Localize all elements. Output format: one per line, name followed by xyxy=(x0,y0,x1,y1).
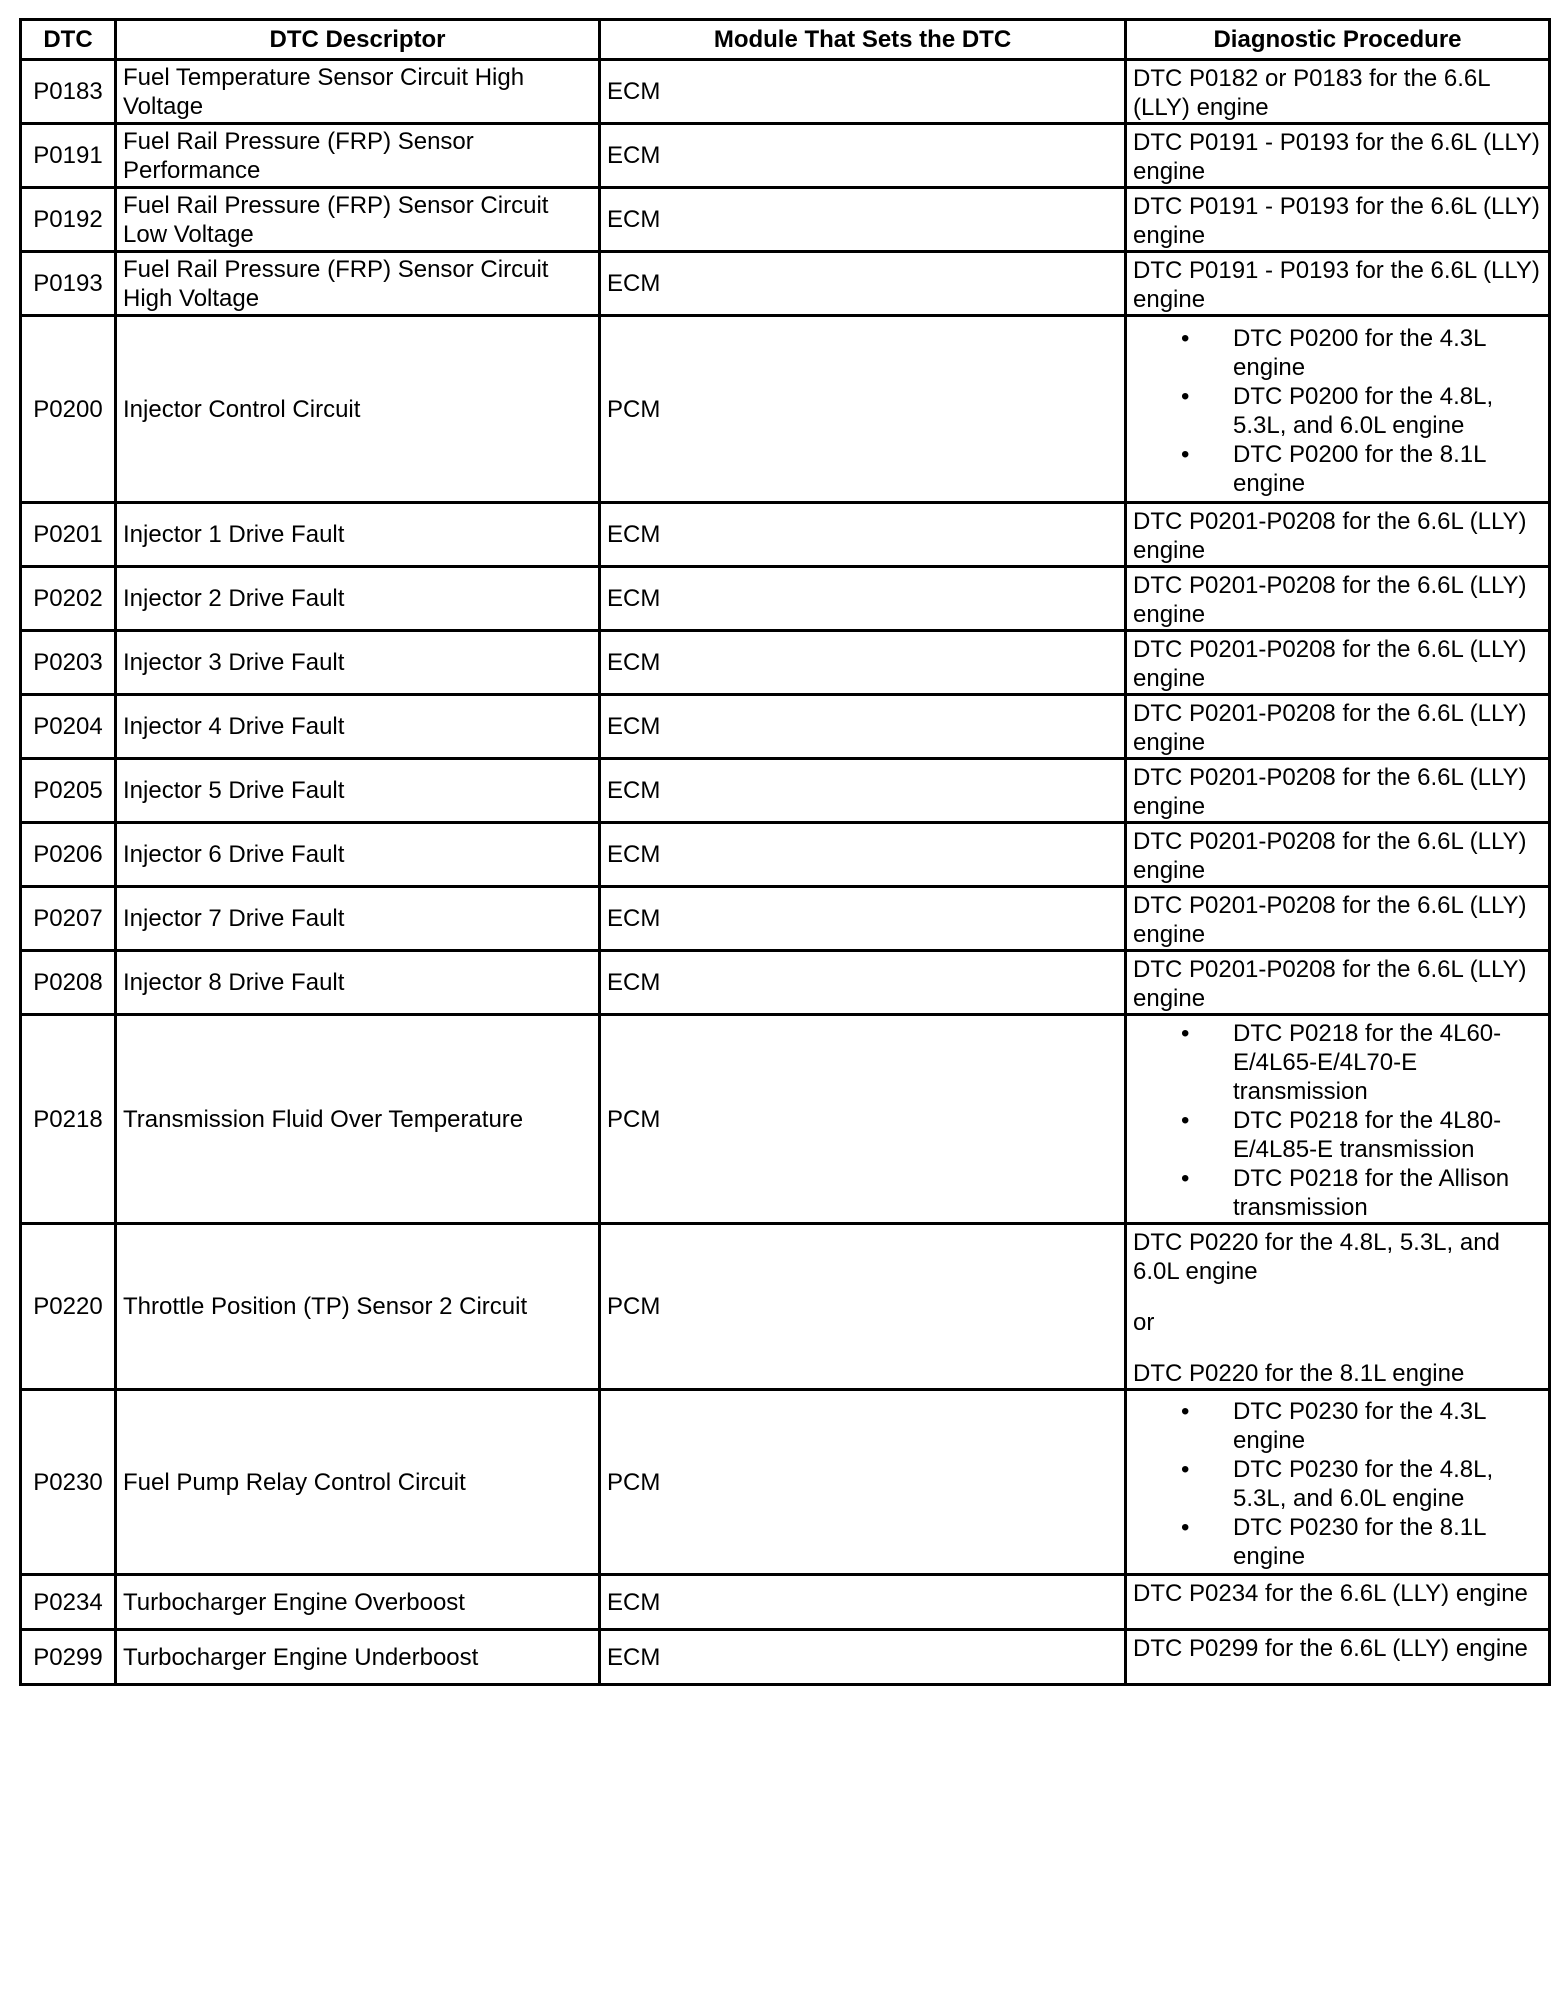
dtc-code: P0208 xyxy=(21,951,116,1015)
dtc-descriptor: Injector 1 Drive Fault xyxy=(116,503,600,567)
procedure-list-item xyxy=(1181,1455,1542,1513)
procedure-list-text: DTC P0218 for the 4L60-E/4L65-E/4L70-E transmission xyxy=(1233,1020,1502,1105)
diagnostic-procedure xyxy=(1126,503,1550,567)
dtc-descriptor: Injector 2 Drive Fault xyxy=(116,567,600,631)
procedure-text: DTC P0299 for the 6.6L (LLY) engine xyxy=(1133,1635,1528,1662)
procedure-alternative: DTC P0220 for the 8.1L engine xyxy=(1133,1360,1465,1387)
diagnostic-procedure xyxy=(1126,252,1550,316)
diagnostic-procedure xyxy=(1126,1575,1550,1630)
module-name: ECM xyxy=(600,60,1126,124)
dtc-descriptor: Fuel Pump Relay Control Circuit xyxy=(116,1390,600,1575)
procedure-text: DTC P0201-P0208 for the 6.6L (LLY) engine xyxy=(1133,636,1527,692)
module-name: ECM xyxy=(600,951,1126,1015)
header-row xyxy=(21,20,1550,60)
module-name: ECM xyxy=(600,124,1126,188)
procedure-alternatives xyxy=(1133,1228,1542,1388)
table-row xyxy=(21,631,1550,695)
procedure-list-item xyxy=(1181,440,1542,498)
dtc-code: P0192 xyxy=(21,188,116,252)
dtc-code: P0193 xyxy=(21,252,116,316)
bullet-icon: • xyxy=(1181,1165,1190,1192)
dtc-descriptor: Turbocharger Engine Underboost xyxy=(116,1630,600,1685)
table-row xyxy=(21,1015,1550,1224)
bullet-icon: • xyxy=(1181,1107,1190,1134)
dtc-descriptor: Injector 5 Drive Fault xyxy=(116,759,600,823)
table-row xyxy=(21,188,1550,252)
table-row xyxy=(21,1630,1550,1685)
dtc-code: P0183 xyxy=(21,60,116,124)
procedure-list-item xyxy=(1181,1164,1542,1222)
dtc-code: P0234 xyxy=(21,1575,116,1630)
bullet-icon: • xyxy=(1181,1513,1190,1541)
diagnostic-procedure xyxy=(1126,951,1550,1015)
dtc-code: P0220 xyxy=(21,1224,116,1390)
table-row xyxy=(21,695,1550,759)
dtc-code: P0203 xyxy=(21,631,116,695)
header-module: Module That Sets the DTC xyxy=(600,20,1126,60)
bullet-icon: • xyxy=(1181,1397,1190,1425)
diagnostic-procedure xyxy=(1126,887,1550,951)
table-row xyxy=(21,1224,1550,1390)
table-row xyxy=(21,1575,1550,1630)
module-name: ECM xyxy=(600,887,1126,951)
procedure-list-text: DTC P0200 for the 4.8L, 5.3L, and 6.0L engine xyxy=(1233,382,1494,439)
header-procedure: Diagnostic Procedure xyxy=(1126,20,1550,60)
dtc-code: P0200 xyxy=(21,316,116,503)
procedure-text: DTC P0234 for the 6.6L (LLY) engine xyxy=(1133,1580,1528,1607)
module-name: ECM xyxy=(600,188,1126,252)
module-name: ECM xyxy=(600,823,1126,887)
dtc-descriptor: Injector 4 Drive Fault xyxy=(116,695,600,759)
diagnostic-procedure xyxy=(1126,60,1550,124)
procedure-list xyxy=(1133,1019,1542,1222)
bullet-icon: • xyxy=(1181,1020,1190,1047)
diagnostic-procedure xyxy=(1126,823,1550,887)
diagnostic-procedure xyxy=(1126,316,1550,503)
procedure-text: DTC P0201-P0208 for the 6.6L (LLY) engine xyxy=(1133,892,1527,948)
module-name: PCM xyxy=(600,316,1126,503)
procedure-list xyxy=(1133,1397,1542,1571)
dtc-descriptor: Injector 6 Drive Fault xyxy=(116,823,600,887)
dtc-code: P0201 xyxy=(21,503,116,567)
procedure-list-item xyxy=(1181,1106,1542,1164)
procedure-text: DTC P0191 - P0193 for the 6.6L (LLY) engine xyxy=(1133,257,1540,313)
module-name: ECM xyxy=(600,252,1126,316)
diagnostic-procedure xyxy=(1126,124,1550,188)
procedure-list-item xyxy=(1181,1397,1542,1455)
procedure-text: DTC P0201-P0208 for the 6.6L (LLY) engine xyxy=(1133,828,1527,884)
diagnostic-procedure xyxy=(1126,1390,1550,1575)
dtc-code: P0205 xyxy=(21,759,116,823)
diagnostic-procedure xyxy=(1126,1630,1550,1685)
diagnostic-procedure xyxy=(1126,1224,1550,1390)
table-row xyxy=(21,503,1550,567)
dtc-code: P0202 xyxy=(21,567,116,631)
diagnostic-procedure xyxy=(1126,188,1550,252)
dtc-descriptor: Injector Control Circuit xyxy=(116,316,600,503)
table-row xyxy=(21,759,1550,823)
dtc-descriptor: Fuel Rail Pressure (FRP) Sensor Circuit High Voltage xyxy=(116,252,600,316)
dtc-table xyxy=(19,18,1551,1686)
dtc-descriptor: Injector 8 Drive Fault xyxy=(116,951,600,1015)
procedure-list-text: DTC P0218 for the Allison transmission xyxy=(1233,1165,1510,1221)
procedure-text: DTC P0201-P0208 for the 6.6L (LLY) engine xyxy=(1133,572,1527,628)
module-name: PCM xyxy=(600,1224,1126,1390)
table-row xyxy=(21,124,1550,188)
dtc-code: P0230 xyxy=(21,1390,116,1575)
procedure-list-text: DTC P0230 for the 8.1L engine xyxy=(1233,1513,1486,1570)
procedure-text: DTC P0191 - P0193 for the 6.6L (LLY) engine xyxy=(1133,193,1540,249)
table-row xyxy=(21,567,1550,631)
dtc-code: P0191 xyxy=(21,124,116,188)
procedure-text: DTC P0182 or P0183 for the 6.6L (LLY) engine xyxy=(1133,65,1490,121)
header-dtc: DTC xyxy=(21,20,116,60)
bullet-icon: • xyxy=(1181,382,1190,410)
dtc-descriptor: Turbocharger Engine Overboost xyxy=(116,1575,600,1630)
module-name: ECM xyxy=(600,1575,1126,1630)
module-name: ECM xyxy=(600,567,1126,631)
dtc-code: P0218 xyxy=(21,1015,116,1224)
procedure-list-text: DTC P0200 for the 4.3L engine xyxy=(1233,324,1486,381)
procedure-text: DTC P0201-P0208 for the 6.6L (LLY) engine xyxy=(1133,764,1527,820)
module-name: ECM xyxy=(600,759,1126,823)
dtc-code: P0207 xyxy=(21,887,116,951)
dtc-code: P0204 xyxy=(21,695,116,759)
table-row xyxy=(21,823,1550,887)
diagnostic-procedure xyxy=(1126,567,1550,631)
dtc-code: P0299 xyxy=(21,1630,116,1685)
procedure-list-text: DTC P0230 for the 4.8L, 5.3L, and 6.0L engine xyxy=(1233,1455,1494,1512)
procedure-alternative: DTC P0220 for the 4.8L, 5.3L, and 6.0L engine xyxy=(1133,1229,1500,1285)
module-name: ECM xyxy=(600,503,1126,567)
table-row xyxy=(21,60,1550,124)
diagnostic-procedure xyxy=(1126,759,1550,823)
procedure-text: DTC P0201-P0208 for the 6.6L (LLY) engine xyxy=(1133,956,1527,1012)
procedure-list-item xyxy=(1181,324,1542,382)
table-row xyxy=(21,887,1550,951)
dtc-descriptor: Injector 3 Drive Fault xyxy=(116,631,600,695)
module-name: ECM xyxy=(600,1630,1126,1685)
procedure-list-item xyxy=(1181,1019,1542,1106)
table-body xyxy=(21,60,1550,1685)
table-row xyxy=(21,951,1550,1015)
procedure-or-separator: or xyxy=(1133,1309,1155,1336)
table-row xyxy=(21,1390,1550,1575)
dtc-descriptor: Transmission Fluid Over Temperature xyxy=(116,1015,600,1224)
dtc-descriptor: Fuel Rail Pressure (FRP) Sensor Circuit Low Voltage xyxy=(116,188,600,252)
procedure-list-text: DTC P0200 for the 8.1L engine xyxy=(1233,440,1486,497)
diagnostic-procedure xyxy=(1126,695,1550,759)
procedure-text: DTC P0191 - P0193 for the 6.6L (LLY) engine xyxy=(1133,129,1540,185)
dtc-code: P0206 xyxy=(21,823,116,887)
table-row xyxy=(21,252,1550,316)
module-name: ECM xyxy=(600,695,1126,759)
module-name: PCM xyxy=(600,1015,1126,1224)
diagnostic-procedure xyxy=(1126,631,1550,695)
table-row xyxy=(21,316,1550,503)
dtc-descriptor: Fuel Rail Pressure (FRP) Sensor Performance xyxy=(116,124,600,188)
diagnostic-procedure xyxy=(1126,1015,1550,1224)
procedure-list-text: DTC P0230 for the 4.3L engine xyxy=(1233,1397,1486,1454)
bullet-icon: • xyxy=(1181,1455,1190,1483)
module-name: ECM xyxy=(600,631,1126,695)
procedure-list xyxy=(1133,324,1542,498)
dtc-descriptor: Injector 7 Drive Fault xyxy=(116,887,600,951)
procedure-list-item xyxy=(1181,1513,1542,1571)
procedure-text: DTC P0201-P0208 for the 6.6L (LLY) engine xyxy=(1133,508,1527,564)
bullet-icon: • xyxy=(1181,440,1190,468)
procedure-list-item xyxy=(1181,382,1542,440)
dtc-descriptor: Throttle Position (TP) Sensor 2 Circuit xyxy=(116,1224,600,1390)
module-name: PCM xyxy=(600,1390,1126,1575)
procedure-text: DTC P0201-P0208 for the 6.6L (LLY) engine xyxy=(1133,700,1527,756)
dtc-descriptor: Fuel Temperature Sensor Circuit High Voltage xyxy=(116,60,600,124)
procedure-list-text: DTC P0218 for the 4L80-E/4L85-E transmission xyxy=(1233,1107,1502,1163)
bullet-icon: • xyxy=(1181,324,1190,352)
header-descriptor: DTC Descriptor xyxy=(116,20,600,60)
